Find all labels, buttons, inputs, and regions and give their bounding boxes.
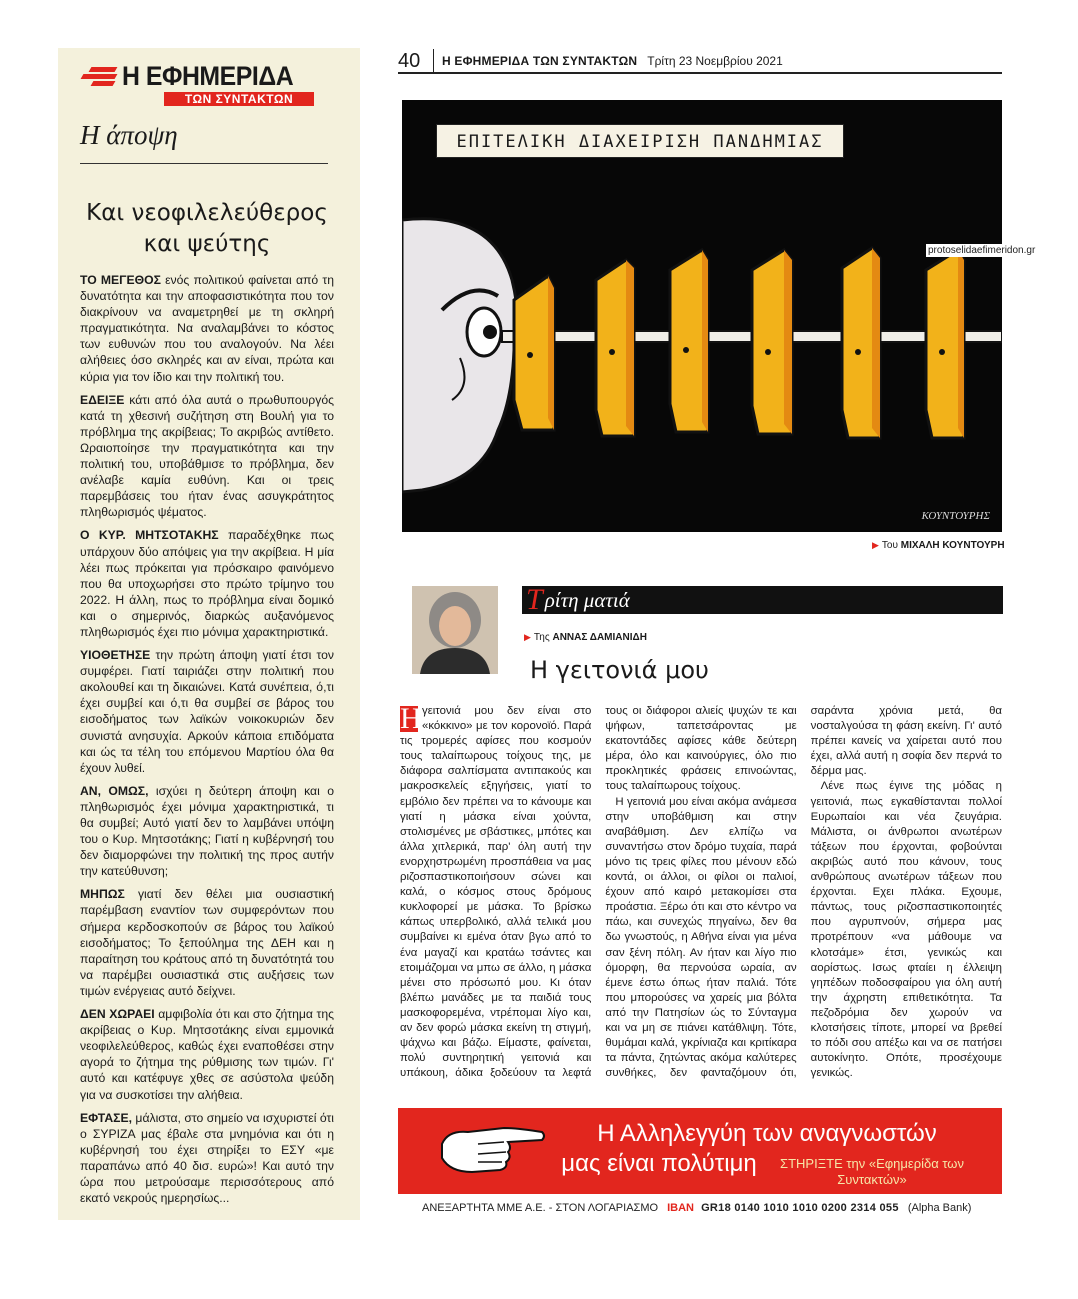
column-headline: Η γειτονιά μου [530,656,709,684]
drop-cap: Η [400,702,422,735]
opinion-paragraph [80,1110,334,1207]
watermark: protoselidaefimeridon.gr [928,245,1036,256]
masthead-title: Η ΕΦΗΜΕΡΙΔΑ [122,60,294,91]
logo-stripes-icon [80,64,118,88]
column-paragraph: Λένε πως έγινε της μόδας η γειτονιά, πως εγκαθίστανται πολλοί Ευρωπαίοι και νέα ζευγάρια. Μάλιστα, οι άνθρωποι ανωτέρων τάξεων που έρχονται, φοβούνται ακριβώς αυτό που κάνουν, τους ανθρώπους ανωτέρων τάξεων που έρχονται. Εχει πλάκα. Εχουμε, πάντως, τους ριζοσπαστικοποιητές που αγρυπνούν, σήμερα μας προτρέπουν «να μάθουμε να κλοτσάμε» έτσι, γενικώς και αορίστως. Ισως φταίει η έλλειψη γηπέδων ποδοσφαίρου για όλη αυτή την άχρηστη επιθετικότητα. Τα πεζοδρόμια δεν χωρούν να κλοτσήσεις τίποτε, μπορεί να βρεθεί το πόδι σου απέξω και να σε πατήσει αυτοκίνητο. Οπότε, προσέχουμε γενικώς. [810,780,1002,1080]
opinion-paragraph [80,783,334,880]
ad-footer [398,1194,1002,1222]
bank-name: (Alpha Bank) [907,1202,972,1214]
page-number: 40 [398,49,434,73]
author-photo [412,586,498,674]
triangle-bullet-icon: ▶ [524,632,531,642]
door-icon [514,276,554,430]
credit-prefix: Του [881,540,898,551]
masthead [80,60,346,92]
door-icon [752,250,792,434]
column-banner [522,583,1003,616]
paragraph-lead: ΕΦΤΑΣΕ, [80,1110,132,1125]
opinion-paragraph [80,1006,334,1103]
column-paragraph: Η γειτονιά μου είναι ακόμα ανάμεσα στην υποβάθμιση και στην αναβάθμιση. Δεν ελπίζω να συναντήσω στον δρόμο τυχαία, παρά μόνο τις τρεις φίλες που μένουν εδώ κοντά, οι άλλοι, οι φίλοι οι παλιοί, έχουν από καιρό μετακομίσει στα προάστια. Ξέρω ότι και στο κέντρο να πάω, και συνεχώς πηγαίνω, δεν θα δω γνωστούς, η Αθήνα είναι για μένα σαν ξένη πόλη. Αν ήταν και λίγο πιο όμορφη, θα περνούσα ωραία, αν έμενε έστω όπως ήταν παλιά. Τότε που μπορούσες να χαρείς μια βόλτα από την Πατησίων ώς το Σύνταγμα και να μη σε πιάνει κατάθλιψη. Τότε, θυμάμαι καλά, γκρίνιαζα και κριτίκαρα τα πάντα, ζητώντας ακόμα καλύτερες συνθήκες, δεν φανταζόμουν ότι, σαράντα χρόνια μετά, θα νοσταλγούσα τη φάση εκείνη. Γι' αυτό πρέπει κανείς να χαίρεται αυτό που έχει, αλλά αυτή η σοφία δεν περνά το δέρμα μας. [605,705,1002,1080]
cartoon [402,100,1002,532]
paragraph-lead: ΜΗΠΩΣ [80,887,125,902]
pointing-hand-icon [438,1114,548,1184]
ad-headline: Η Αλληλεγγύη των αναγνωστών [597,1120,937,1147]
ad-subheadline: μας είναι πολύτιμη [561,1150,757,1177]
door-icon [670,250,708,432]
cartoon-credit [872,540,1005,551]
paragraph-lead: ΤΟ ΜΕΓΕΘΟΣ [80,273,161,287]
page-header [398,50,1002,74]
author-portrait-icon [412,586,498,674]
iban-number: GR18 0140 1010 1010 0200 2314 055 [701,1202,899,1214]
cartoon-caption: ΕΠΙΤΕΛΙΚΗ ΔΙΑΧΕΙΡΙΣΗ ΠΑΝΔΗΜΙΑΣ [436,124,844,158]
paragraph-lead: Ο ΚΥΡ. ΜΗΤΣΟΤΑΚΗΣ [80,528,219,543]
paragraph-text: ενός πολιτικού φαίνεται από τη δυνατότητα και την αποφασιστικότητα που τον διακρίνουν να αναμετρηθεί με τη σκληρή πραγματικότητα. Να αναλαμβάνει το κόστος των ευθυνών που του αναλογούν. Να λέει αλήθειες όσο σκληρές και αν είναι, πρώτα και κύρια για τον ίδιο και την πολιτική του. [80,273,334,384]
paragraph-lead: ΕΔΕΙΞΕ [80,392,125,407]
credit-name: ΜΙΧΑΛΗ ΚΟΥΝΤΟΥΡΗ [900,540,1005,551]
paragraph-text: αμφιβολία ότι και στο ζήτημα της ακρίβειας ο Κυρ. Μητσοτάκης είναι εμμονικά νεοφιλελεύθερος, καθώς έχει εναποθέσει στην αγορά το ζήτημα της ρύθμισης των τιμών. Γι' αυτό και κατέφυγε χθες σε ασύστολα ψεύδη για να συσκοτίσει την αλήθεια. [80,1007,334,1102]
paragraph-text: γιατί δεν θέλει μια ουσιαστική παρέμβαση εναντίον των συμφερόντων που σήμερα κερδοσκοπούν σε βάρος του λαϊκού εισοδήματος; Το ξεπούλημα της ΔΕΗ και η παραίτηση του κράτους από τη δυνατότητά του να παρέμβει ουσιαστικά στις αυξήσεις των τιμών ενέργειας αυτό δείχνει. [80,887,334,998]
paragraph-text: κάτι από όλα αυτά ο πρωθυπουργός κατά τη χθεσινή συζήτηση στη Βουλή για το πρόβλημα της ακρίβειας; Το ακριβώς αντίθετο. Ωραιοποίησε την πραγματικότητα και την πολιτική του, υποβάθμισε το πρόβλημα, δεν ανέλαβε καμία ευθύνη. Και οι τρεις παρεμβάσεις του ήταν ένας ασυγκράτητος πληθωρισμός ψέματος. [80,392,334,520]
opinion-paragraph [80,647,334,776]
solidarity-ad [398,1108,1002,1222]
byline-name: ΑΝΝΑΣ ΔΑΜΙΑΝΙΔΗ [552,632,647,643]
opinion-paragraph [80,392,334,521]
banner-initial: Τ [526,583,543,616]
door-icon [842,248,880,438]
opinion-paragraph [80,272,334,385]
paragraph-text: ισχύει η δεύτερη άποψη και ο πληθωρισμός έχει μόνιμα χαρακτηριστικά, τι θα συμβεί; Αυτό γιατί δεν το λαμβάνει υπόψη του ο Κυρ. Μητσοτάκης; Γιατί η κυβέρνησή του δεν διαμορφώνει την πολιτική της προς αυτήν την κατεύθυνση; [80,783,334,879]
opinion-paragraph [80,527,334,640]
paragraph-text: παραδέχθηκε πως υπάρχουν δύο απόψεις για την ακρίβεια. Η μία λέει πως πρόκειται για πρόσκαιρο φαινόμενο που θα υποχωρήσει στο πρώτο τρίμηνο του 2022. Η άλλη, πως το πρόβλημα είναι δομικό και ο σημερινός, διαρκώς αυξανόμενος πληθωρισμός έχει πιο μόνιμα χαρακτηριστικά. [80,528,334,639]
paragraph-text: μάλιστα, στο σημείο να ισχυριστεί ότι ο ΣΥΡΙΖΑ μας έβαλε στα μνημόνια και ότι η κυβέρνησή του έχει στηρίξει το ΕΣΥ «με παραπάνω από 40 δισ. ευρώ»! Και αυτό την ώρα που μετρούσαμε περισσότερους από εκατό νεκρούς ημερησίως... [80,1110,334,1206]
banner-title: ρίτη ματιά [544,588,630,612]
cartoon-signature: ΚΟΥΝΤΟΥΡΗΣ [921,510,990,522]
ad-footer-text: ΑΝΕΞΑΡΤΗΤΑ ΜΜΕ Α.Ε. - ΣΤΟΝ ΛΟΓΑΡΙΑΣΜΟ [422,1202,659,1214]
paragraph-text: γειτονιά μου δεν είναι στο «κόκκινο» με τον κορονοϊό. Παρά τις τρομερές αφίσες που κοσμούν τους ταλαίπωρους τοίχους της, με διάφορα σαλπίσματα αντιπακούς και μακροσκελείς εξηγήσεις, γιατί το εμβόλιο δεν πρέπει να το κάνουμε και γιατί η μάσκα είναι χούντα, στολισμένες με σβάστικες, μπότες και άλλα χιτλερικά, παρ' όλη αυτή την ενορχηστρωμένη προσπάθεια να μας ριζοσπαστικοποιήσουν σώνει και καλά, ο κόσμος στους δρόμους κυκλοφορεί με μάσκα. Το βρίσκω κάπως υπερβολικό, αλλά τελικά μου συμβαίνει κι εμένα όταν βγω από το ένα μαγαζί και κρατάω τσάντες και ετοιμάζομαι να μπω σε άλλο, η μάσκα μένει στο πρόσωπό μου. Κι όταν βλέπω μανάδες με τα παιδιά τους μασκοφορεμένα, ντρέπομαι λίγο και, αν δεν φορώ μάσκα εκείνη τη στιγμή, ψάχνω και βάζω. Είμαστε, φαίνεται, πολύ συντηρητική γειτονιά και υπάκουη, άδικα ξοδεύουν τα λεφτά τους οι διάφοροι αλιείς ψυχών τε και ψήφων, ταπετσάροντας με εκατοντάδες αφίσες κάθε δεύτερη μέρα, όλο και καινούργιες, όλο πιο προκλητικές φράσεις επινοώντας, τους ταλαίπωρους τοίχους. [400,705,797,1080]
door-icon [596,260,634,436]
door-icon [926,250,964,438]
paragraph-lead: ΑΝ, ΟΜΩΣ, [80,783,149,798]
section-label: Η άποψη [80,120,328,164]
iban-label: IBAN [667,1202,694,1214]
paragraph-lead: ΥΙΟΘΕΤΗΣΕ [80,648,151,663]
triangle-bullet-icon: ▶ [872,540,879,550]
ad-cta: ΣΤΗΡΙΞΤΕ την «Εφημερίδα των Συντακτών» [780,1156,964,1187]
column-body [400,704,1002,1082]
opinion-paragraph [80,886,334,999]
opinion-column [58,48,360,1220]
byline-prefix: Της [533,632,550,643]
opinion-body [80,272,346,1206]
byline [524,632,647,643]
paragraph-lead: ΔΕΝ ΧΩΡΑΕΙ [80,1007,155,1022]
header-paper-name: Η ΕΦΗΜΕΡΙΔΑ ΤΩΝ ΣΥΝΤΑΚΤΩΝ [442,54,638,68]
opinion-headline: Και νεοφιλελεύθερος και ψεύτης [86,200,328,257]
masthead-subtitle: ΤΩΝ ΣΥΝΤΑΚΤΩΝ [164,92,314,106]
header-date: Τρίτη 23 Νοεμβρίου 2021 [647,54,783,68]
cartoon-illustration [402,100,1002,532]
paragraph-text: την πρώτη άποψη γιατί έτσι τον συμφέρει. Γιατί ταιριάζει στην πολιτική που ακολουθεί και τη δικαιώνει. Κατά συνέπεια, ό,τι έχει συμβεί και ό,τι θα συμβεί σε βάρος του εισοδήματος των λαϊκών νοικοκυριών δεν συνιστά ανησυχία. Αρκούν κάποια επιδόματα και ώς τα τέλη του επόμενου Μαρτίου όλα θα έχουν λυθεί. [80,648,334,775]
